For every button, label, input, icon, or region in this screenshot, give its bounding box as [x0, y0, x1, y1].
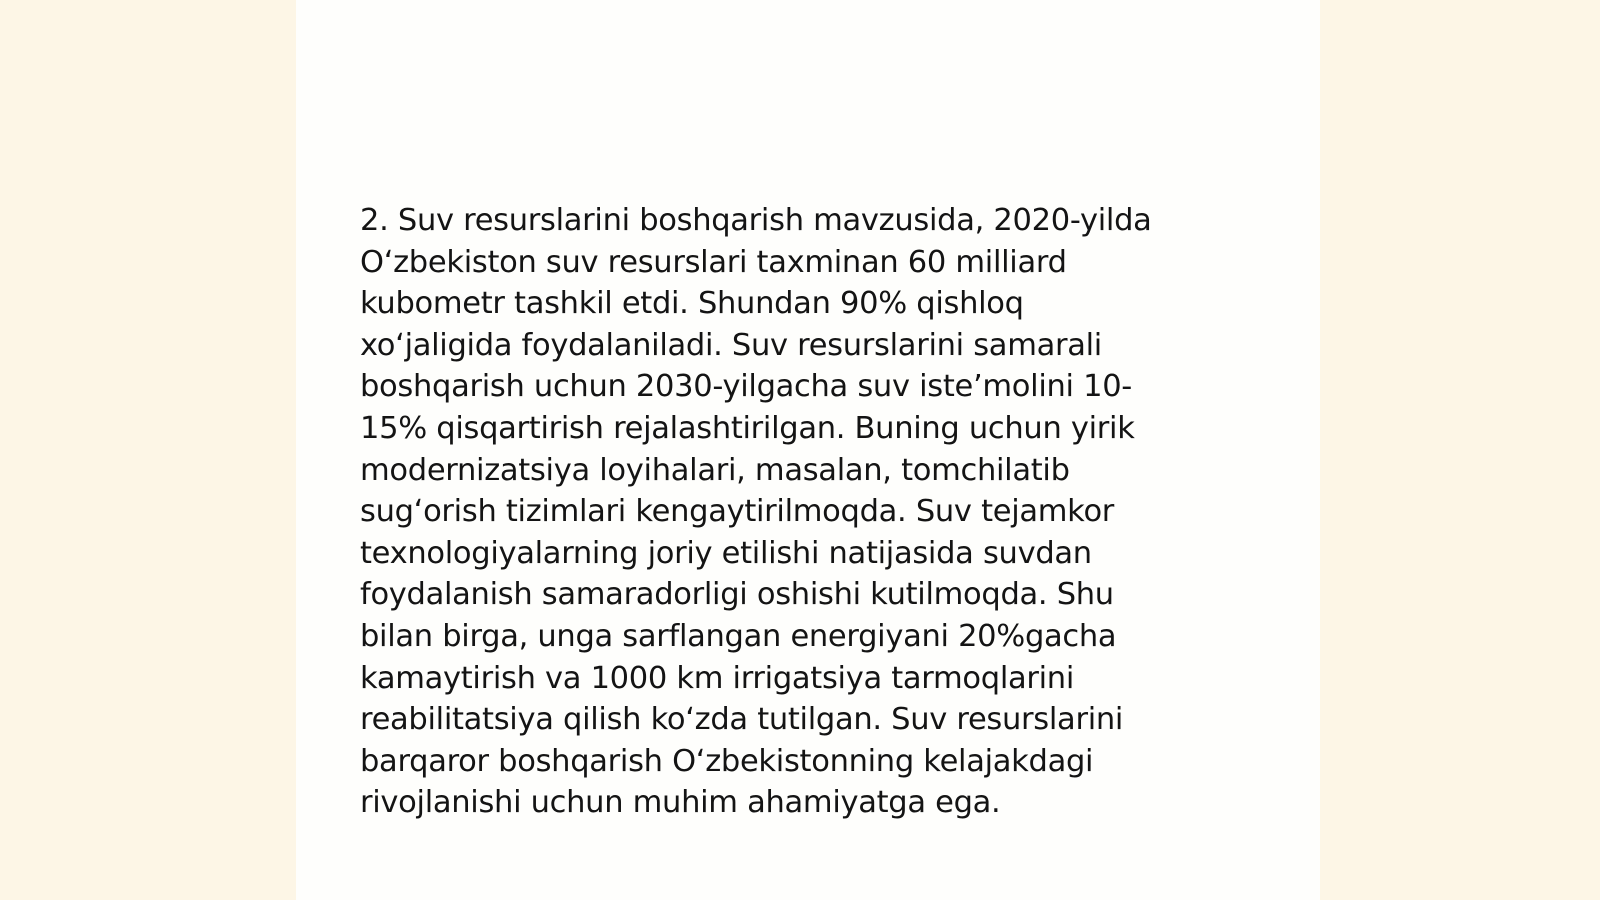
paragraph-line: kubometr tashkil etdi. Shundan 90% qishloq [360, 286, 1024, 322]
paragraph-line: 15% qisqartirish rejalashtirilgan. Buning uchun yirik [360, 410, 1135, 446]
paragraph-line: modernizatsiya loyihalari, masalan, tomchilatib [360, 452, 1070, 488]
paragraph-line: reabilitatsiya qilish ko‘zda tutilgan. Suv resurslarini [360, 702, 1124, 738]
paragraph-line: O‘zbekiston suv resurslari taxminan 60 milliard [360, 244, 1067, 280]
paragraph-line: foydalanish samaradorligi oshishi kutilmoqda. Shu [360, 577, 1114, 613]
paragraph-line: kamaytirish va 1000 km irrigatsiya tarmoqlarini [360, 660, 1075, 696]
body-paragraph [360, 200, 1240, 824]
document-page [296, 0, 1320, 900]
paragraph-line: xo‘jaligida foydalaniladi. Suv resurslarini samarali [360, 327, 1102, 363]
paragraph-line: barqaror boshqarish O‘zbekistonning kelajakdagi [360, 743, 1094, 779]
paragraph-line: 2. Suv resurslarini boshqarish mavzusida, 2020-yilda [360, 203, 1152, 238]
paragraph-line: bilan birga, unga sarflangan energiyani 20%gacha [360, 618, 1117, 654]
paragraph-line: boshqarish uchun 2030-yilgacha suv iste’molini 10- [360, 369, 1133, 405]
paragraph-line: sug‘orish tizimlari kengaytirilmoqda. Suv tejamkor [360, 494, 1115, 530]
paragraph-line: texnologiyalarning joriy etilishi natijasida suvdan [360, 535, 1092, 571]
paragraph-line: rivojlanishi uchun muhim ahamiyatga ega. [360, 785, 1001, 821]
